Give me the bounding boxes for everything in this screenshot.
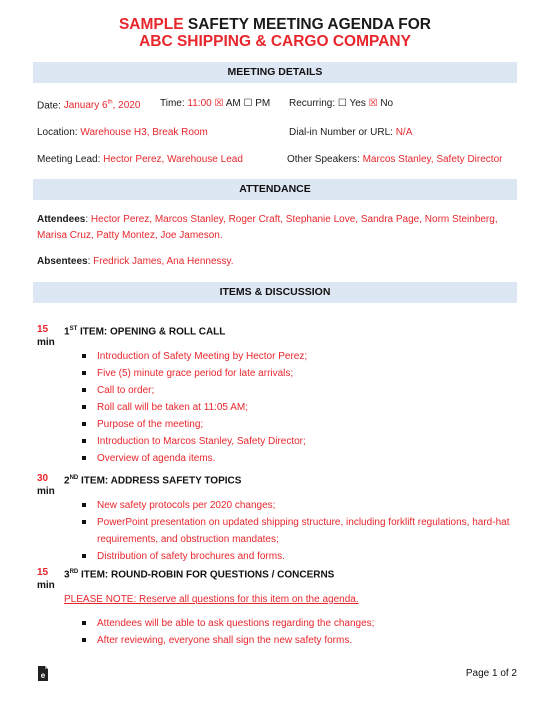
- svg-text:e: e: [40, 671, 46, 680]
- pm-checkbox: ☐: [240, 98, 253, 109]
- document-title: [0, 16, 550, 34]
- list-item: After reviewing, everyone shall sign the new safety forms.: [80, 632, 520, 649]
- item-2-minutes-unit: min: [37, 486, 55, 497]
- item-3-heading: 3RD ITEM: ROUND-ROBIN FOR QUESTIONS / CONCERNS: [64, 569, 335, 581]
- list-item: Purpose of the meeting;: [80, 416, 520, 433]
- recurring-yes-checkbox: ☐: [337, 98, 347, 109]
- attendees-value: Hector Perez, Marcos Stanley, Roger Craft, Stephanie Love, Sandra Page, Norm Steinberg, Marisa Cruz, Patty Montez, Joe Jameson.: [37, 214, 498, 241]
- section-header-meeting-details: MEETING DETAILS: [33, 62, 517, 83]
- list-item: Call to order;: [80, 382, 520, 399]
- list-item: Attendees will be able to ask questions regarding the changes;: [80, 615, 520, 632]
- location-field: Location: Warehouse H3, Break Room: [37, 127, 208, 138]
- recurring-field: Recurring: ☐ Yes ☒ No: [289, 98, 394, 109]
- am-label: AM: [223, 98, 241, 109]
- dial-in-value: N/A: [395, 127, 413, 138]
- item-3-minutes-unit: min: [37, 580, 55, 591]
- item-3-note: PLEASE NOTE: Reserve all questions for this item on the agenda.: [64, 594, 359, 605]
- dial-in-field: Dial-in Number or URL: N/A: [289, 127, 413, 138]
- list-item: Introduction of Safety Meeting by Hector Perez;: [80, 348, 520, 365]
- recurring-no-checkbox: ☒: [368, 98, 378, 109]
- absentees-line: Absentees: Fredrick James, Ana Hennessy.: [37, 256, 234, 267]
- attendees-label: Attendees: [37, 214, 86, 225]
- date-field: Date: January 6th, 2020: [37, 100, 141, 112]
- item-1-minutes-unit: min: [37, 337, 55, 348]
- other-speakers-value: Marcos Stanley, Safety Director: [362, 154, 503, 165]
- list-item: PowerPoint presentation on updated shipping structure, including forklift regulations, hard-hat requirements, and obstruction mandates;: [80, 514, 520, 548]
- item-1-minutes: 15: [37, 324, 49, 335]
- list-item: Distribution of safety brochures and forms.: [80, 548, 520, 565]
- pm-label: PM: [252, 98, 271, 109]
- company-name: ABC SHIPPING & CARGO COMPANY: [139, 33, 411, 50]
- other-speakers-field: Other Speakers: Marcos Stanley, Safety Director: [287, 154, 503, 165]
- absentees-value: Fredrick James, Ana Hennessy.: [93, 256, 234, 267]
- section-header-items: ITEMS & DISCUSSION: [33, 282, 517, 303]
- list-item: New safety protocols per 2020 changes;: [80, 497, 520, 514]
- item-2-heading: 2ND ITEM: ADDRESS SAFETY TOPICS: [64, 475, 242, 487]
- item-2-bullet-list: [80, 497, 520, 565]
- item-2-minutes: 30: [37, 473, 49, 484]
- title-sample-word: SAMPLE: [118, 16, 184, 33]
- location-value: Warehouse H3, Break Room: [80, 127, 208, 138]
- meeting-lead-field: Meeting Lead: Hector Perez, Warehouse Lead: [37, 154, 243, 165]
- list-item: Five (5) minute grace period for late arrivals;: [80, 365, 520, 382]
- item-1-heading: 1ST ITEM: OPENING & ROLL CALL: [64, 326, 226, 338]
- time-value: 11:00: [187, 98, 212, 109]
- date-value: January 6th, 2020: [63, 100, 141, 112]
- item-3-minutes: 15: [37, 567, 49, 578]
- item-3-bullet-list: [80, 615, 520, 649]
- meeting-lead-value: Hector Perez, Warehouse Lead: [103, 154, 243, 165]
- time-field: Time: 11:00 ☒ AM ☐ PM: [160, 98, 271, 109]
- section-header-attendance: ATTENDANCE: [33, 179, 517, 200]
- item-1-bullet-list: [80, 348, 520, 467]
- list-item: Introduction to Marcos Stanley, Safety Director;: [80, 433, 520, 450]
- list-item: Overview of agenda items.: [80, 450, 520, 467]
- attendees-line: Attendees: Hector Perez, Marcos Stanley, Roger Craft, Stephanie Love, Sandra Page, Norm Steinberg, Marisa Cruz, Patty Montez, Joe Jameson.: [37, 214, 498, 241]
- page-number: Page 1 of 2: [465, 668, 517, 679]
- title-line-1: SAFETY MEETING AGENDA FOR: [183, 16, 432, 33]
- document-logo-icon: [37, 666, 49, 681]
- list-item: Roll call will be taken at 11:05 AM;: [80, 399, 520, 416]
- am-checkbox: ☒: [211, 98, 224, 109]
- absentees-label: Absentees: [37, 256, 88, 267]
